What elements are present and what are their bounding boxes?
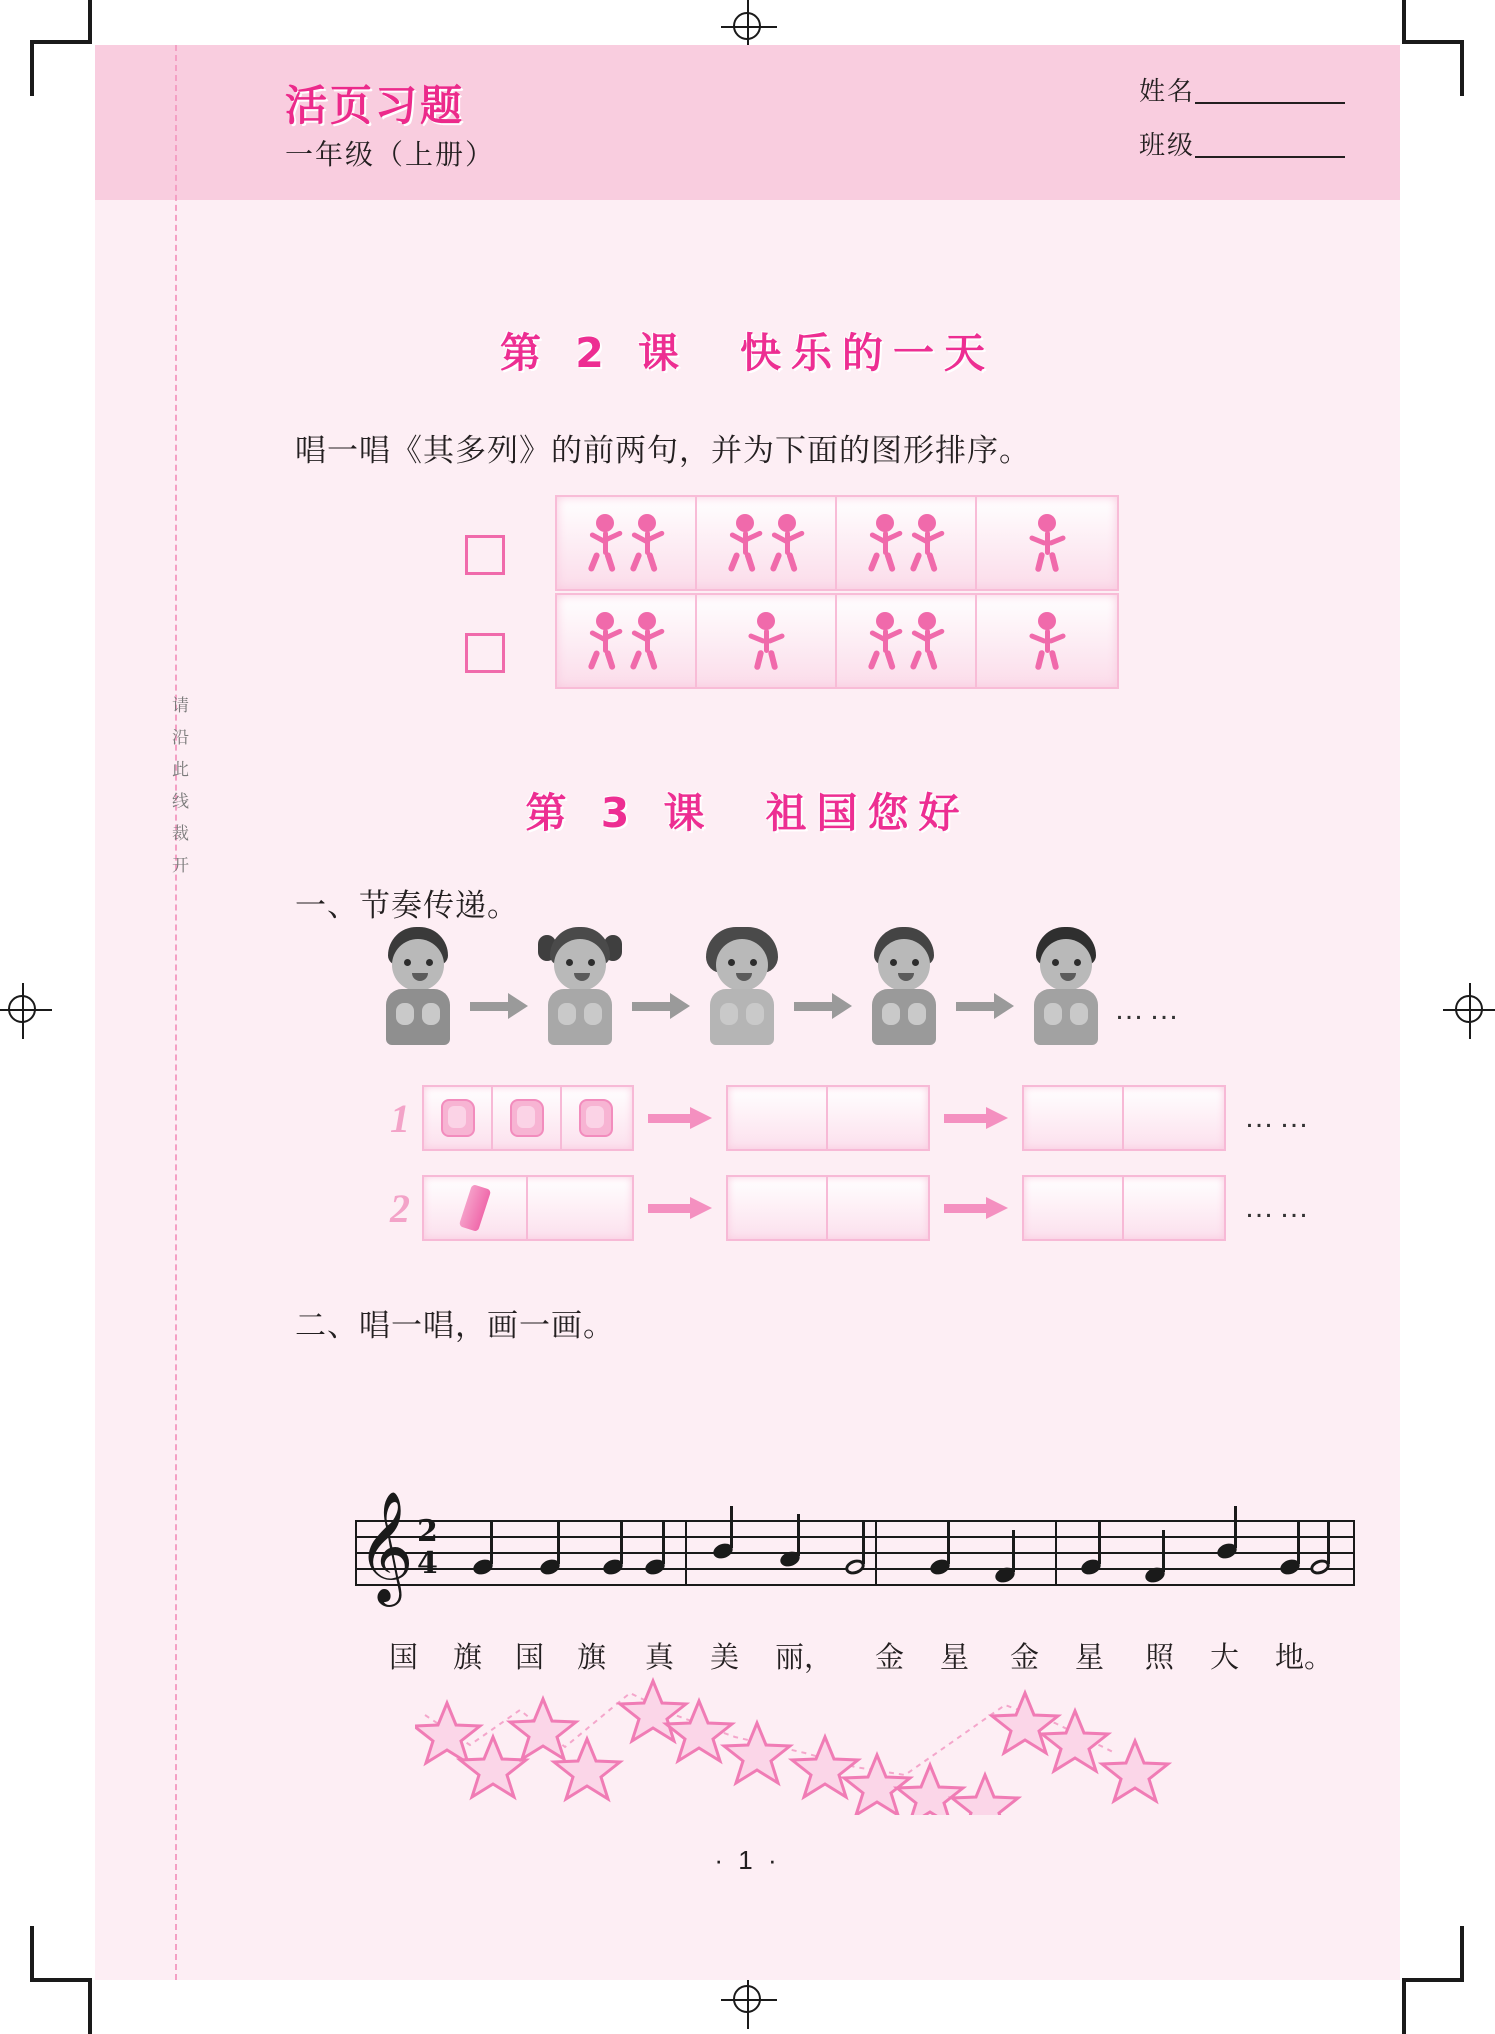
lyric: 地。	[1275, 1642, 1334, 1674]
star-chain	[415, 1675, 1235, 1815]
lyric: 大	[1210, 1642, 1240, 1674]
kid-icon	[370, 925, 466, 1045]
crop-mark-bl2	[30, 1926, 34, 1982]
barline	[685, 1520, 687, 1584]
registration-mark-right	[1455, 995, 1483, 1023]
rhythm-box-blank[interactable]	[726, 1085, 930, 1151]
lyric: 国	[515, 1642, 545, 1674]
arrow-icon	[956, 993, 1014, 1019]
lyric: 金	[875, 1642, 905, 1674]
note	[1280, 1560, 1300, 1574]
lyric: 照	[1145, 1642, 1175, 1674]
lyric: 国	[389, 1642, 419, 1674]
stick-figure-icon	[769, 514, 805, 572]
registration-mark-top	[733, 12, 761, 40]
barline	[1353, 1520, 1355, 1584]
stick-figure-icon	[629, 514, 665, 572]
lyric: 真	[645, 1642, 675, 1674]
note	[1145, 1568, 1165, 1582]
note	[540, 1560, 560, 1574]
crop-mark-tr2	[1460, 40, 1464, 96]
kid-icon	[1018, 925, 1114, 1045]
crop-mark-tr-v	[1402, 0, 1406, 44]
crop-mark-tl2-h	[30, 40, 34, 96]
registration-mark-left	[8, 995, 36, 1023]
barline	[1055, 1520, 1057, 1584]
rhythm-cell[interactable]	[1124, 1177, 1222, 1239]
figure-cell	[977, 595, 1117, 687]
arrow-icon	[944, 1197, 1008, 1219]
rhythm-stick-icon	[459, 1184, 492, 1232]
page-number: · 1 ·	[714, 1845, 781, 1875]
arrow-icon	[648, 1107, 712, 1129]
treble-clef-icon: 𝄞	[357, 1490, 414, 1602]
time-signature-bottom: 4	[417, 1546, 438, 1581]
rhythm-cell[interactable]	[424, 1087, 493, 1149]
crop-mark-tr-h	[1402, 40, 1464, 44]
stick-figure-icon	[867, 514, 903, 572]
stick-figure-icon	[867, 612, 903, 670]
note	[713, 1544, 733, 1558]
crop-mark-br-h	[1402, 1978, 1464, 1982]
rhythm-box-blank[interactable]	[726, 1175, 930, 1241]
kid-icon	[694, 925, 790, 1045]
staff-line	[355, 1584, 1355, 1586]
arrow-icon	[944, 1107, 1008, 1129]
lyric: 旗	[453, 1642, 483, 1674]
figure-cell	[977, 497, 1117, 589]
note	[1217, 1544, 1237, 1558]
music-staff	[355, 1490, 1355, 1630]
stick-figure-standing-icon	[1029, 514, 1065, 572]
note	[845, 1560, 865, 1574]
name-blank[interactable]	[1195, 76, 1345, 104]
lyric: 星	[940, 1642, 970, 1674]
clap-icon	[441, 1099, 475, 1137]
rhythm-row-number: 2	[390, 1185, 410, 1231]
rhythm-ellipsis: ……	[1244, 1101, 1314, 1134]
crop-mark-tl-v	[88, 0, 92, 44]
figure-cell	[697, 497, 837, 589]
worksheet-page	[95, 45, 1400, 1980]
lesson3-title: 第 3 课 祖国您好	[525, 789, 970, 837]
grade-label: 一年级（上册）	[285, 139, 496, 170]
lyric: 旗	[577, 1642, 607, 1674]
rhythm-cell[interactable]	[1024, 1087, 1124, 1149]
arrow-icon	[794, 993, 852, 1019]
note	[780, 1552, 800, 1566]
staff-line	[355, 1520, 1355, 1522]
lyric: 星	[1075, 1642, 1105, 1674]
note	[603, 1560, 623, 1574]
crop-mark-bl-h	[30, 1978, 88, 1982]
lesson2-prompt: 唱一唱《其多列》的前两句，并为下面的图形排序。	[295, 433, 1031, 468]
figure-cell	[557, 497, 697, 589]
stick-figure-standing-icon	[748, 612, 784, 670]
cut-line-label: 请 沿 此 线 裁 开	[172, 696, 190, 875]
rhythm-cell[interactable]	[424, 1177, 528, 1239]
rhythm-box-blank[interactable]	[1022, 1085, 1226, 1151]
clap-icon	[579, 1099, 613, 1137]
arrow-icon	[470, 993, 528, 1019]
lesson2-title: 第 2 课 快乐的一天	[499, 329, 996, 377]
note	[473, 1560, 493, 1574]
note	[995, 1568, 1015, 1582]
crop-mark-tl-h	[30, 40, 88, 44]
figure-row-1	[555, 495, 1119, 591]
time-signature-top: 2	[417, 1514, 438, 1549]
rhythm-cell[interactable]	[1124, 1087, 1222, 1149]
figure-cell	[837, 497, 977, 589]
note	[645, 1560, 665, 1574]
stick-figure-icon	[909, 612, 945, 670]
barline	[875, 1520, 877, 1584]
rhythm-row-number: 1	[390, 1095, 410, 1141]
rhythm-cell[interactable]	[728, 1087, 828, 1149]
order-checkbox-1[interactable]	[465, 535, 505, 575]
figure-cell	[557, 595, 697, 687]
figure-row-2	[555, 593, 1119, 689]
rhythm-cell[interactable]	[528, 1177, 630, 1239]
rhythm-box-filled	[422, 1085, 634, 1151]
time-signature	[417, 1516, 438, 1580]
stick-figure-icon	[587, 514, 623, 572]
rhythm-cell[interactable]	[828, 1177, 926, 1239]
stick-figure-standing-icon	[1029, 612, 1065, 670]
kid-icon	[856, 925, 952, 1045]
lesson3-question-1: 一、节奏传递。	[295, 888, 519, 923]
lyric: 丽，	[775, 1642, 834, 1674]
class-label: 班级	[1138, 130, 1195, 160]
class-field[interactable]	[1139, 125, 1345, 162]
rhythm-ellipsis: ……	[1244, 1191, 1314, 1224]
staff-line	[355, 1536, 1355, 1538]
clap-icon	[510, 1099, 544, 1137]
rhythm-box-filled	[422, 1175, 634, 1241]
figure-cell	[697, 595, 837, 687]
order-checkbox-2[interactable]	[465, 633, 505, 673]
figure-cell	[837, 595, 977, 687]
stick-figure-icon	[629, 612, 665, 670]
rhythm-box-blank[interactable]	[1022, 1175, 1226, 1241]
stick-figure-icon	[909, 514, 945, 572]
rhythm-row-2	[390, 1175, 1314, 1241]
arrow-icon	[632, 993, 690, 1019]
cut-line	[175, 45, 177, 1980]
crop-mark-br2	[1460, 1926, 1464, 1982]
note	[1081, 1560, 1101, 1574]
rhythm-cell[interactable]	[728, 1177, 828, 1239]
kids-ellipsis: ……	[1114, 993, 1184, 1026]
lesson3-question-2: 二、唱一唱，画一画。	[295, 1308, 615, 1343]
rhythm-row-1	[390, 1085, 1314, 1151]
rhythm-cell[interactable]	[493, 1087, 562, 1149]
note	[1310, 1560, 1330, 1574]
stick-figure-icon	[587, 612, 623, 670]
rhythm-cell[interactable]	[562, 1087, 630, 1149]
class-blank[interactable]	[1195, 130, 1345, 158]
worksheet-logo: 活页习题	[285, 81, 466, 130]
name-label: 姓名	[1138, 76, 1195, 106]
kid-icon	[532, 925, 628, 1045]
rhythm-cell[interactable]	[1024, 1177, 1124, 1239]
name-field[interactable]	[1139, 71, 1345, 108]
stick-figure-icon	[727, 514, 763, 572]
registration-mark-bottom	[733, 1985, 761, 2013]
rhythm-cell[interactable]	[828, 1087, 926, 1149]
lyric: 美	[710, 1642, 740, 1674]
staff-line	[355, 1552, 1355, 1554]
rhythm-relay-kids	[370, 925, 1184, 1045]
lyric: 金	[1010, 1642, 1040, 1674]
note	[930, 1560, 950, 1574]
arrow-icon	[648, 1197, 712, 1219]
